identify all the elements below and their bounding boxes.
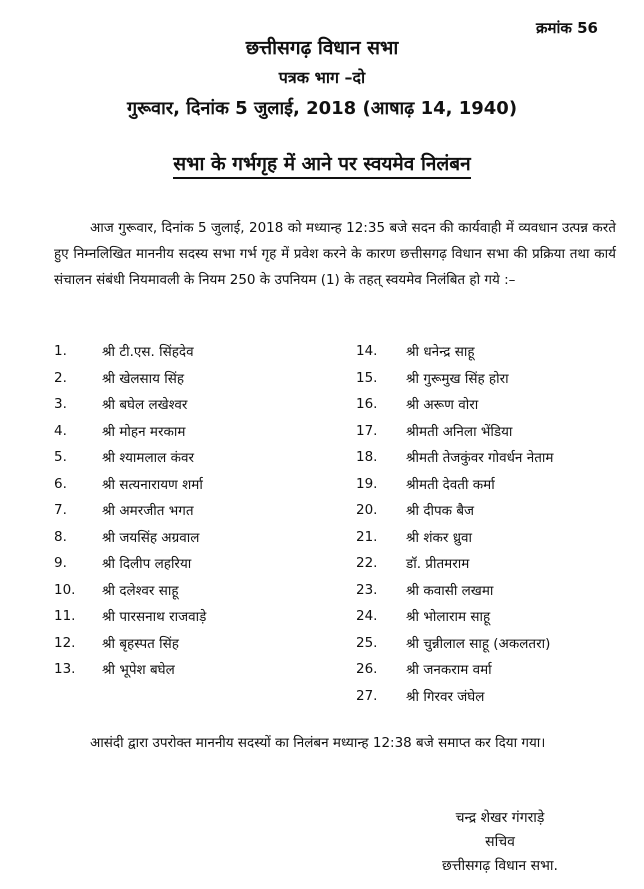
member-name: श्री अरूण वोरा <box>406 397 479 414</box>
item-number: 25. <box>356 634 378 651</box>
member-name: श्री मोहन मरकाम <box>102 423 186 440</box>
list-item <box>356 338 626 365</box>
item-number: 26. <box>356 661 378 678</box>
members-list-right <box>356 338 626 709</box>
list-item <box>356 524 626 551</box>
item-number: 24. <box>356 608 378 625</box>
list-item <box>356 471 626 498</box>
item-number: 9. <box>54 555 67 572</box>
member-name: श्रीमती तेजकुंवर गोवर्धन नेताम <box>406 450 554 467</box>
list-item <box>54 577 324 604</box>
item-number: 1. <box>54 343 67 360</box>
item-number: 20. <box>356 502 378 519</box>
list-item <box>54 656 324 683</box>
list-item <box>54 471 324 498</box>
list-item <box>54 418 324 445</box>
organization-title: छत्तीसगढ़ विधान सभा <box>245 37 399 59</box>
item-number: 22. <box>356 555 378 572</box>
member-name: श्री धनेन्द्र साहू <box>406 344 475 361</box>
member-name: श्री चुन्नीलाल साहू (अकलतरा) <box>406 635 551 652</box>
list-item <box>356 630 626 657</box>
member-name: श्री बृहस्पत सिंह <box>102 635 179 652</box>
signatory-designation: सचिव <box>485 834 515 850</box>
bulletin-part: पत्रक भाग –दो <box>278 68 366 87</box>
item-number: 12. <box>54 634 76 651</box>
member-name: श्री कवासी लखमा <box>406 582 494 599</box>
item-number: 23. <box>356 581 378 598</box>
item-number: 11. <box>54 608 76 625</box>
list-item <box>356 683 626 710</box>
closing-paragraph: आसंदी द्वारा उपरोक्त माननीय सदस्यों का निलंबन मध्यान्ह 12:38 बजे समाप्त कर दिया गया। <box>90 735 546 751</box>
member-name: श्री दिलीप लहरिया <box>102 556 192 573</box>
member-name: श्री पारसनाथ राजवाड़े <box>102 609 207 626</box>
member-name: श्री जनकराम वर्मा <box>406 662 492 679</box>
list-item <box>356 577 626 604</box>
item-number: 8. <box>54 528 67 545</box>
member-name: श्री सत्यनारायण शर्मा <box>102 476 203 493</box>
list-item <box>356 550 626 577</box>
serial-number: क्रमांक 56 <box>536 19 598 37</box>
list-item <box>356 497 626 524</box>
item-number: 17. <box>356 422 378 439</box>
item-number: 21. <box>356 528 378 545</box>
member-name: श्री दीपक बैज <box>406 503 475 520</box>
list-item <box>54 338 324 365</box>
member-name: डॉ. प्रीतमराम <box>406 556 470 573</box>
member-name: श्री शंकर ध्रुवा <box>406 529 473 546</box>
list-item <box>54 391 324 418</box>
list-item <box>54 365 324 392</box>
item-number: 5. <box>54 449 67 466</box>
member-name: श्री खेलसाय सिंह <box>102 370 185 387</box>
list-item <box>356 603 626 630</box>
item-number: 7. <box>54 502 67 519</box>
signatory-name: चन्द्र शेखर गंगराड़े <box>455 810 545 826</box>
item-number: 13. <box>54 661 76 678</box>
list-item <box>54 497 324 524</box>
list-item <box>54 630 324 657</box>
member-name: श्री श्यामलाल कंवर <box>102 450 194 467</box>
list-item <box>356 365 626 392</box>
member-name: श्री अमरजीत भगत <box>102 503 194 520</box>
member-name: श्री गुरूमुख सिंह होरा <box>406 370 509 387</box>
list-item <box>54 444 324 471</box>
list-item <box>356 418 626 445</box>
list-item <box>356 391 626 418</box>
item-number: 6. <box>54 475 67 492</box>
member-name: श्री भूपेश बघेल <box>102 662 175 679</box>
subject-text: सभा के गर्भगृह में आने पर स्वयमेव निलंबन <box>173 153 470 179</box>
item-number: 14. <box>356 343 378 360</box>
list-item <box>356 444 626 471</box>
signature-block <box>390 806 610 878</box>
list-item <box>54 603 324 630</box>
item-number: 18. <box>356 449 378 466</box>
member-name: श्रीमती अनिला भेंडिया <box>406 423 513 440</box>
list-item <box>356 656 626 683</box>
item-number: 4. <box>54 422 67 439</box>
list-item <box>54 550 324 577</box>
member-name: श्री दलेश्वर साहू <box>102 582 179 599</box>
member-name: श्री जयसिंह अग्रवाल <box>102 529 200 546</box>
member-name: श्रीमती देवती कर्मा <box>406 476 495 493</box>
item-number: 3. <box>54 396 67 413</box>
item-number: 27. <box>356 687 378 704</box>
member-name: श्री गिरवर जंघेल <box>406 688 485 705</box>
item-number: 19. <box>356 475 378 492</box>
body-paragraph: आज गुरूवार, दिनांक 5 जुलाई, 2018 को मध्यान्ह 12:35 बजे सदन की कार्यवाही में व्यवधान उत्पन्न करते हुए निम्नलिखित माननीय सदस्य सभा गर्भ गृह में प्रवेश करने के कारण छत्तीसगढ़ विधान सभा की प्रक्रिया तथा कार्य संचालन संबंधी नियमावली के नियम 250 के उपनियम (1) के तहत् स्वयमेव निलंबित हो गये :– <box>54 220 616 288</box>
subject-heading <box>0 150 644 176</box>
bulletin-date: गुरूवार, दिनांक 5 जुलाई, 2018 (आषाढ़ 14, 1940) <box>126 98 518 119</box>
member-name: श्री भोलाराम साहू <box>406 609 491 626</box>
list-item <box>54 524 324 551</box>
member-name: श्री टी.एस. सिंहदेव <box>102 344 194 361</box>
signatory-organization: छत्तीसगढ़ विधान सभा. <box>441 858 559 874</box>
members-list-left <box>54 338 324 683</box>
item-number: 16. <box>356 396 378 413</box>
item-number: 2. <box>54 369 67 386</box>
item-number: 15. <box>356 369 378 386</box>
item-number: 10. <box>54 581 76 598</box>
member-name: श्री बघेल लखेश्वर <box>102 397 188 414</box>
